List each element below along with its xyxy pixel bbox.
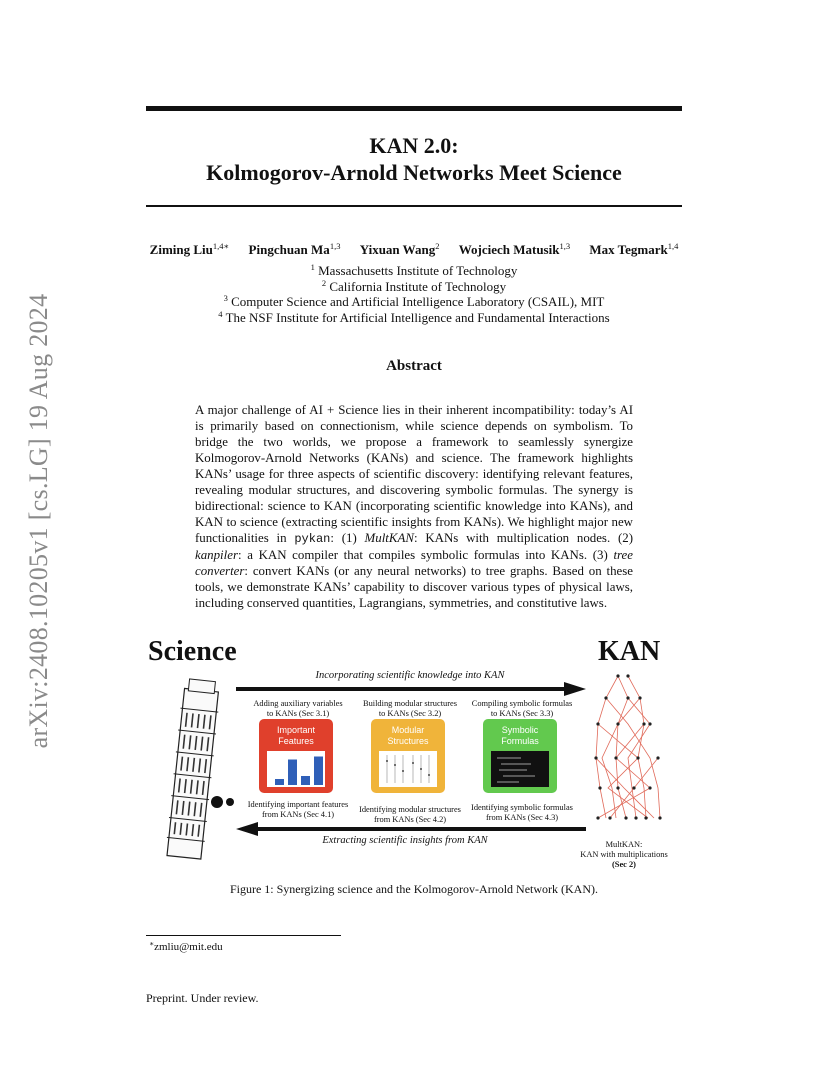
title-line-1: KAN 2.0: xyxy=(369,133,459,158)
top-label-modular: Building modular structures to KANs (Sec 3.2) xyxy=(363,699,457,718)
bottom-arrow-label: Extracting scientific insights from KAN xyxy=(322,835,488,846)
abstract-heading: Abstract xyxy=(386,358,442,374)
author: Ziming Liu$^{1,4∗}$ xyxy=(149,241,230,257)
arxiv-identifier-text: arXiv:2408.10205v1 [cs.LG] 19 Aug 2024 xyxy=(24,293,53,749)
title-bottom-rule xyxy=(146,205,682,207)
email-link[interactable]: zmliu@mit.edu xyxy=(154,941,223,953)
affiliation: $^1$ Massachusetts Institute of Technology xyxy=(310,262,518,278)
modular-structures-card: Modular Structures xyxy=(371,719,445,793)
affiliation: $^4$ The NSF Institute for Artificial Intelligence and Fundamental Interactions xyxy=(218,309,610,325)
feature-bar xyxy=(288,760,297,786)
affiliation: $^2$ California Institute of Technology xyxy=(321,278,507,294)
top-arrow xyxy=(236,682,586,696)
multkan-network-diagram xyxy=(588,668,670,840)
footnote: ∗zmliu@mit.edu xyxy=(149,939,223,953)
arxiv-identifier xyxy=(19,286,59,756)
title-top-rule xyxy=(146,106,682,111)
figure-kan-label: KAN xyxy=(598,636,661,667)
important-features-card: Important Features xyxy=(259,719,333,793)
top-arrow-label: Incorporating scientific knowledge into KAN xyxy=(315,670,505,681)
affiliation: $^3$ Computer Science and Artificial Intelligence Laboratory (CSAIL), MIT xyxy=(223,293,605,309)
abstract-text: A major challenge of AI + Science lies in their inherent incompatibility: today’s AI is primarily based on connectionism, while science depends on symbolism. To bridge the two worlds, we propose a framework to seamlessly synergize Kolmogorov-Arnold Networks (KANs) and science. The framework highlights KANs’ usage for three aspects of scientific discovery: identifying relevant features, revealing modular structures, and discovering symbolic formulas. The synergy is bidirectional: science to KAN (incorporating scientific knowledge into KANs), and KAN to science (extracting scientific insights from KANs). We highlight major new functionalities in pykan: (1) MultKAN: KANs with multiplication nodes. (2) kanpiler: a KAN compiler that compiles symbolic formulas into KANs. (3) tree converter: convert KANs (or any neural networks) to tree graphs. Based on these tools, we demonstrate KANs’ capability to discover various types of physical laws, including conserved quantities, Lagrangians, symmetries, and constitutive laws. xyxy=(195,403,633,610)
bottom-label-symbolic: Identifying symbolic formulas from KANs (Sec 4.3) xyxy=(471,803,573,822)
formula-screen-sketch xyxy=(491,751,549,787)
falling-ball-small xyxy=(226,798,234,806)
leaning-tower-illustration xyxy=(150,676,240,866)
modular-network-sketch xyxy=(379,751,437,787)
figure-caption: Figure 1: Synergizing science and the Kolmogorov-Arnold Network (KAN). xyxy=(229,882,599,896)
feature-bar xyxy=(301,776,310,785)
author: Yixuan Wang$^2$ xyxy=(359,241,440,257)
author: Max Tegmark$^{1,4}$ xyxy=(589,241,679,257)
bottom-label-modular: Identifying modular structures from KANs (Sec 4.2) xyxy=(359,805,461,824)
multkan-label: MultKAN: KAN with multiplications (Sec 2) xyxy=(580,840,668,869)
bottom-label-features: Identifying important features from KANs (Sec 4.1) xyxy=(247,800,349,819)
author-list xyxy=(120,241,708,258)
author: Wojciech Matusik$^{1,3}$ xyxy=(458,241,571,257)
preprint-notice: Preprint. Under review. xyxy=(146,991,259,1005)
figure-science-label: Science xyxy=(148,636,237,667)
top-label-symbolic: Compiling symbolic formulas to KANs (Sec 3.3) xyxy=(471,699,573,718)
symbolic-formulas-card: Symbolic Formulas xyxy=(483,719,557,793)
falling-ball-large xyxy=(211,796,223,808)
feature-bar xyxy=(314,757,323,786)
top-label-auxiliary: Adding auxiliary variables to KANs (Sec 3.1) xyxy=(253,699,343,718)
paper-title xyxy=(146,132,682,186)
feature-bar xyxy=(275,779,284,785)
footnote-rule xyxy=(146,935,341,936)
author: Pingchuan Ma$^{1,3}$ xyxy=(248,241,341,257)
feature-bar-chart xyxy=(267,751,325,787)
title-line-2: Kolmogorov-Arnold Networks Meet Science xyxy=(206,160,622,185)
bottom-arrow xyxy=(236,822,586,836)
